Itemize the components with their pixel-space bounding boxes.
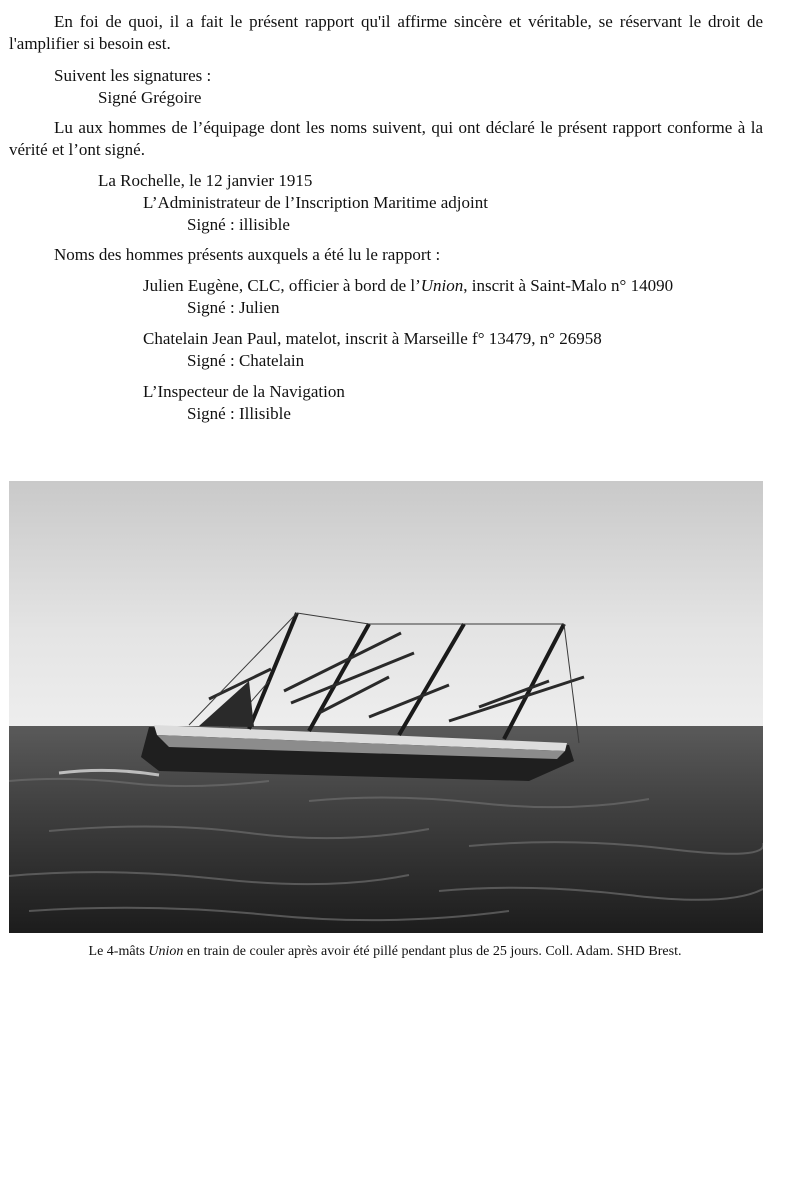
inspector-title: L’Inspecteur de la Navigation: [143, 382, 345, 401]
julien-text-suffix: , inscrit à Saint-Malo n° 14090: [463, 276, 674, 295]
closing-paragraph: [9, 11, 763, 55]
signature-julien: Signé : Julien: [187, 298, 280, 317]
signature-inspector: Signé : Illisible: [187, 404, 291, 423]
crew-paragraph: [9, 117, 763, 161]
sky: [9, 481, 763, 731]
signature-gregoire: Signé Grégoire: [98, 88, 202, 107]
caption-ship-name: Union: [148, 944, 184, 959]
ship-photo-illustration: [9, 481, 763, 933]
signature-chatelain: Signé : Chatelain: [187, 351, 305, 370]
names-heading: Noms des hommes présents auxquels a été lu le rapport :: [54, 245, 441, 264]
ship-name: Union: [420, 276, 464, 295]
signature-administrator: Signé : illisible: [187, 215, 290, 234]
signatures-heading: Suivent les signatures :: [54, 66, 212, 85]
caption-prefix: Le 4-mâts: [88, 944, 149, 959]
julien-text-prefix: Julien Eugène, CLC, officier à bord de l’: [143, 276, 421, 295]
crew-paragraph-text: Lu aux hommes de l’équipage dont les noms suivent, qui ont déclaré le présent rapport conforme à la vérité et l’ont signé.: [9, 118, 763, 159]
crew-entry-julien: [143, 275, 673, 297]
caption-suffix: en train de couler après avoir été pillé pendant plus de 25 jours. Coll. Adam. SHD Brest.: [183, 944, 682, 959]
closing-paragraph-text: En foi de quoi, il a fait le présent rapport qu'il affirme sincère et véritable, se réservant le droit de l'amplifier si besoin est.: [9, 12, 763, 53]
administrator-title: L’Administrateur de l’Inscription Maritime adjoint: [143, 193, 488, 212]
photo-caption: [0, 943, 770, 961]
sinking-ship-photo: [9, 481, 763, 933]
place-date: La Rochelle, le 12 janvier 1915: [98, 171, 313, 190]
crew-entry-chatelain: Chatelain Jean Paul, matelot, inscrit à Marseille f° 13479, n° 26958: [143, 329, 602, 348]
